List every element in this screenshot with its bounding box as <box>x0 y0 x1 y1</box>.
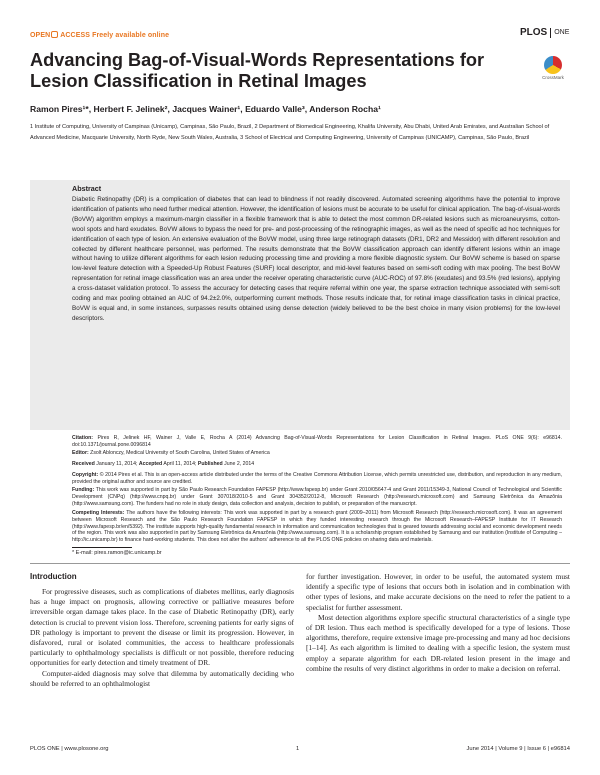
footnote-rule <box>72 547 132 548</box>
copyright <box>72 472 562 486</box>
affiliations: 1 Institute of Computing, University of Campinas (Unicamp), Campinas, São Paulo, Brazil, 2 Department of Biomedical Engineering, Khalifa University, Abu Dhabi, United Arab Emirates, and Australian School of Advanced Medicine, Macquarie University, North Ryde, New South Wales, Australia, 3 School of Electrical and Computing Engineering, University of Campinas (UNICAMP), Campinas, São Paulo, Brazil <box>30 124 550 141</box>
plos-logo-text: PLOS <box>520 27 548 38</box>
crossmark-icon <box>544 56 562 74</box>
competing-label: Competing Interests: <box>72 510 125 516</box>
published-label: Published <box>197 461 223 467</box>
dates <box>72 461 562 468</box>
footer-journal: PLOS ONE | www.plosone.org <box>30 746 109 752</box>
plos-one-logo <box>520 27 569 38</box>
introduction-heading: Introduction <box>30 572 77 581</box>
published-date: June 2, 2014 <box>224 461 255 467</box>
competing-interests <box>72 510 562 544</box>
introduction-column-2 <box>306 572 570 674</box>
open-access-lock-icon <box>51 31 58 38</box>
competing-text: The authors have the following interests: This work was supported in part by a research grant (2009–2011) from Microsoft Research (http://research.microsoft.com). It was an agreement between Microsoft Research and the São Paulo Research Foundation FAPESP in which they funded interesting research through the Microsoft Research–FAPESP Institute for IT Research (http://www.fapesp.br/en/5392). The institute supports high-quality fundamental research in information and communication technologies that is geared towards addressing social and economic development needs of the region. This work was also supported in part by Samsung Eletrônica da Amazônia (http://www.samsung.com). It is a scholarship program established by Samsung and our institution (Institute of Computing – http://ic.unicamp.br) to finance hard-working students. This does not alter the authors' adherence to all the PLOS ONE policies on sharing data and materials. <box>72 510 562 544</box>
copyright-label: Copyright: <box>72 472 99 478</box>
accepted-date: April 11, 2014; <box>163 461 197 467</box>
article-title <box>30 50 520 92</box>
introduction-column-1 <box>30 587 294 689</box>
funding-text: This work was supported in part by São Paulo Research Foundation FAPESP (http://www.fapesp.br) under Grant 2010/05647-4 and Grant 2011/15349-3, National Council of Technological and Scientific Development (CNPq) (http://www.cnpq.br) under Grant 307018/2010-5 and Grant 304352/2012-8, Microsoft Research (http://research.microsoft.com) and Samsung Eletrônica da Amazônia (http://www.samsung.com). The funders had no role in study design, data collection and analysis, decision to publish, or preparation of the manuscript. <box>72 487 562 507</box>
access-label: ACCESS <box>60 32 91 39</box>
corresponding-email[interactable]: * E-mail: pires.ramon@ic.unicamp.br <box>72 550 162 556</box>
open-label: OPEN <box>30 32 51 39</box>
open-access-banner <box>30 31 169 39</box>
title-line-1: Advancing Bag-of-Visual-Words Representations for <box>30 50 485 70</box>
crossmark-label: CrossMark <box>542 75 564 80</box>
footer-issue: June 2014 | Volume 9 | Issue 6 | e96814 <box>466 746 570 752</box>
editor <box>72 450 562 457</box>
received-date: January 11, 2014; <box>96 461 138 467</box>
crossmark-badge[interactable] <box>538 56 568 80</box>
intro-paragraph-1: For progressive diseases, such as complications of diabetes mellitus, early diagnosis has a huge impact on prognosis, allowing corrective or palliative measures before irreversible organ damage takes place. In the case of Diabetic Retinopathy (DR), early detection is crucial to prevent vision loss. Therefore, screening patients for early signs of DR pathology is important to prevent the disease or limit its progression. However, in disfavored, rural or isolated communities, the access to healthcare professionals particularly to ophthalmology specialists is difficult or not possible, therefore reducing opportunities for early detection and timely treatment of DR. <box>30 587 294 668</box>
abstract-text: Diabetic Retinopathy (DR) is a complication of diabetes that can lead to blindness if not readily discovered. Automated screening algorithms have the potential to improve identification of patients who need further medical attention. However, the identification of lesions must be accurate to be useful for clinical application. The bag-of-visual-words (BoVW) algorithm employs a maximum-margin classifier in a flexible framework that is able to detect the most common DR-related lesions such as microaneurysms, cotton-wool spots and hard exudates. BoVW allows to bypass the need for pre- and post-processing of the retinographic images, as well as the need of specific ad hoc techniques for identification of each type of lesion. An extensive evaluation of the BoVW model, using three large retinograph datasets (DR1, DR2 and Messidor) with different resolution and collected by different healthcare personnel, was performed. The results demonstrate that the BoVW classification approach can identify different lesions within an image without having to utilize different algorithms for each lesion reducing processing time and providing a more flexible diagnostic system. Our BoVW scheme is based on sparse low-level feature detection with a Speeded-Up Robust Features (SURF) local descriptor, and mid-level features based on semi-soft coding with max pooling. The best BoVW representation for retinal image classification was an area under the receiver operating characteristic curve (AUC-ROC) of 97.8% (exudates) and 93.5% (red lesions), applying a cross-dataset validation protocol. To assess the accuracy for detecting cases that require referral within one year, the sparse extraction technique associated with semi-soft coding and max pooling obtained an AUC of 94.2±2.0%, outperforming current methods. Those results indicate that, for retinal image classification tasks in clinical practice, BoVW is equal and, in some instances, surpasses results obtained using dense detection (widely believed to be the best choice in many vision problems) for the low-level descriptors. <box>72 196 560 322</box>
intro-paragraph-2: Computer-aided diagnosis may solve that dilemma by automatically deciding who should be referred to an ophthalmologist <box>30 668 294 688</box>
accepted-label: Accepted <box>138 461 163 467</box>
citation-text: Pires R, Jelinek HF, Wainer J, Valle E, Rocha A (2014) Advancing Bag-of-Visual-Words Representations for Lesion Classification in Retinal Images. PLoS ONE 9(6): e96814. doi:10.1371/journal.pone.0096814 <box>72 435 562 448</box>
citation-label: Citation: <box>72 435 94 441</box>
freely-available-label: Freely available online <box>92 32 170 39</box>
abstract-heading: Abstract <box>72 184 102 193</box>
author-list: Ramon Pires¹*, Herbert F. Jelinek², Jacques Wainer¹, Eduardo Valle³, Anderson Rocha¹ <box>30 104 381 114</box>
funding <box>72 487 562 507</box>
title-line-2: Lesion Classification in Retinal Images <box>30 71 367 91</box>
copyright-text: © 2014 Pires et al. This is an open-access article distributed under the terms of the Creative Commons Attribution License, which permits unrestricted use, distribution, and reproduction in any medium, provided the original author and source are credited. <box>72 472 562 485</box>
section-divider <box>30 563 570 564</box>
footer-page-number: 1 <box>296 746 300 752</box>
logo-divider <box>550 28 551 38</box>
editor-text: Zsolt Ablonczy, Medical University of South Carolina, United States of America <box>90 450 270 456</box>
intro-paragraph-3: Most detection algorithms explore specific structural characteristics of a single type of DR lesion. Thus each method is specifically developed for a type of lesions. Those algorithms, therefore, require extensive image pre-processing and many ad hoc decisions [1–14]. As each algorithm is limited to dealing with a specific lesion, the system must employ a separate algorithm for each DR-related lesion present in the image and combine the results of very distinct algorithms in order to make a decision on referral. <box>306 612 570 673</box>
funding-label: Funding: <box>72 487 95 493</box>
citation <box>72 435 562 449</box>
intro-continuation: for further investigation. However, in order to be useful, the automated system must identify a specific type of lesions that occurs both in isolation and in combination with other types of lesions, and make accurate decisions on the need to refer the patient to a specialist for further assessment. <box>306 572 570 612</box>
editor-label: Editor: <box>72 450 89 456</box>
one-logo-text: ONE <box>554 29 570 36</box>
received-label: Received <box>72 461 95 467</box>
